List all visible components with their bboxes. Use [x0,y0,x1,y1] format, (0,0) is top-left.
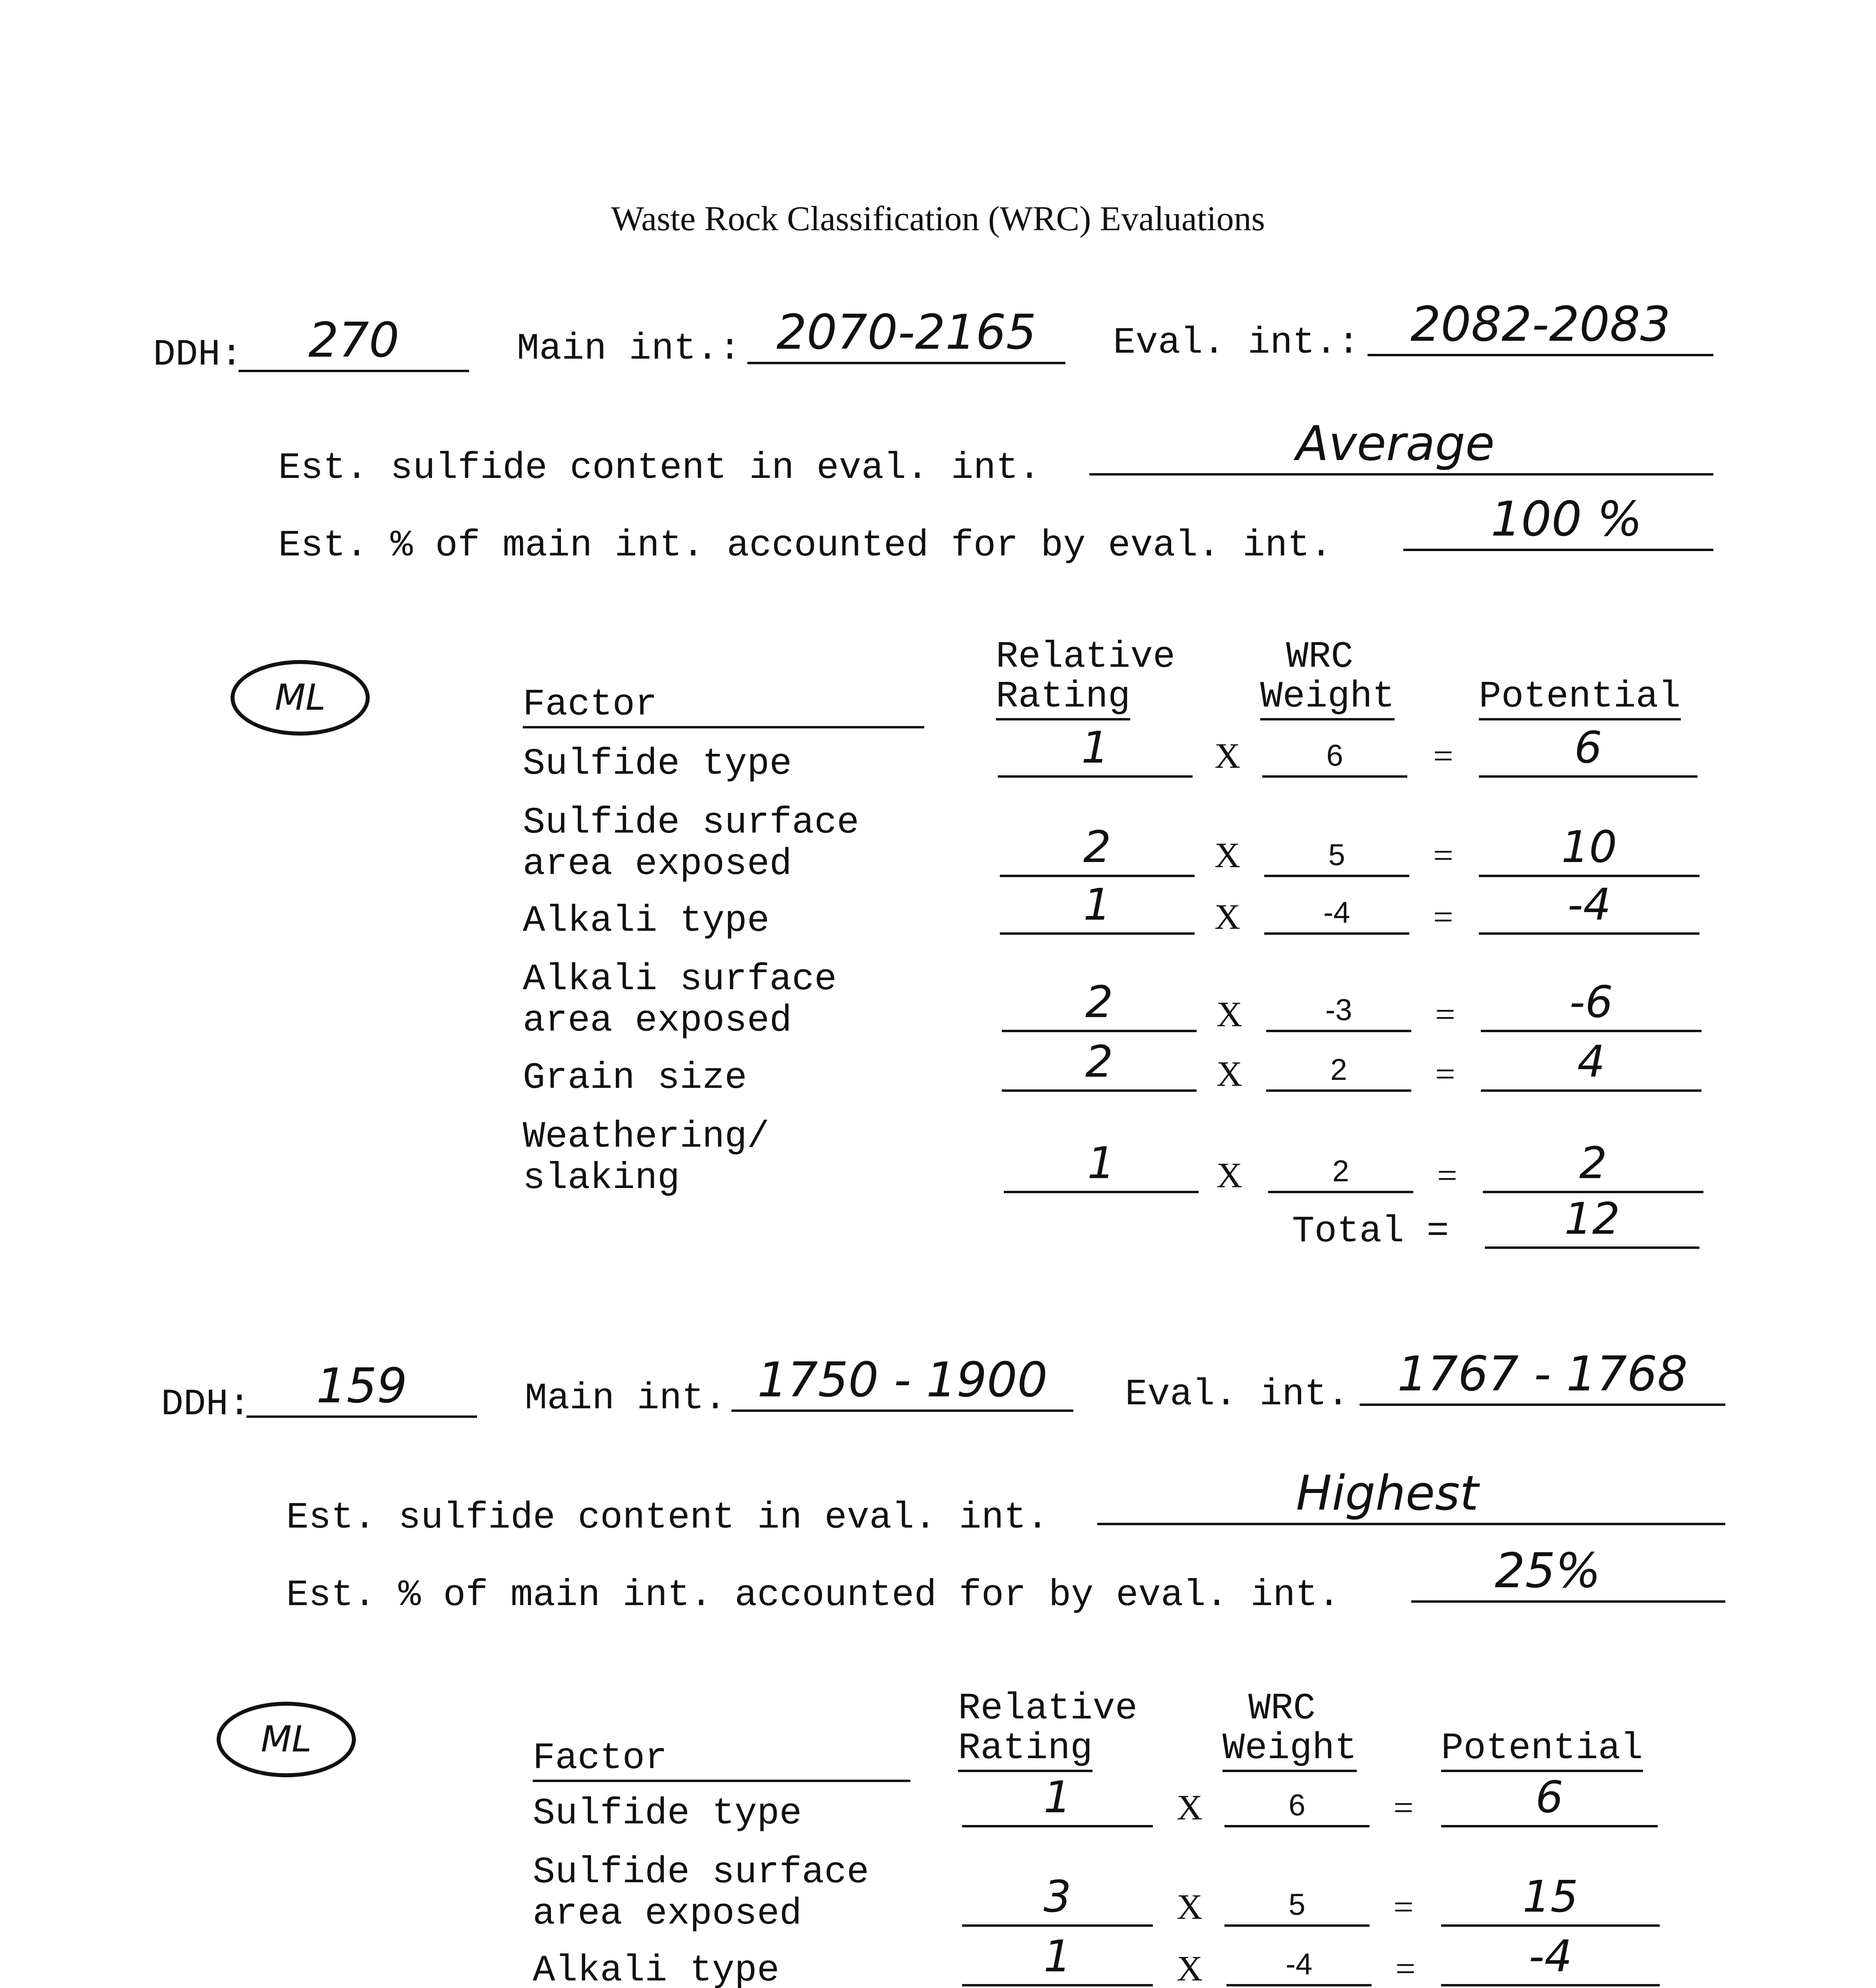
potential-cell: -6 [1481,978,1701,1032]
main-int-field [747,305,1065,364]
rating-cell: 1 [962,1932,1153,1986]
times-sign: X [1214,836,1240,875]
times-sign: X [1216,1054,1242,1094]
factor-sulfide-type: Sulfide type [533,1793,802,1835]
header-rating: Rating [958,1728,1092,1772]
eval-int-label: Eval. int.: [1113,322,1360,364]
potential-cell: 4 [1481,1038,1701,1092]
equals-sign: = [1437,1156,1457,1195]
times-sign: X [1177,1949,1203,1988]
header-weight: Weight [1260,676,1395,720]
times-sign: X [1216,995,1242,1034]
page-title: Waste Rock Classification (WRC) Evaluations [611,200,1265,238]
main-int-label: Main int.: [517,328,741,370]
ddh-value: 159 [316,1359,407,1414]
rating-cell: 2 [1000,823,1195,877]
times-sign: X [1216,1156,1242,1195]
times-sign: X [1214,736,1240,776]
weight-cell: -4 [1226,1932,1372,1986]
potential-cell: 10 [1479,823,1699,877]
ddh-label: DDH: [153,334,243,376]
potential-cell: 15 [1441,1873,1660,1927]
weight-cell: 6 [1224,1773,1370,1827]
ml-circle-mark: ML [217,1702,356,1777]
weight-cell: 2 [1266,1038,1411,1092]
equals-sign: = [1433,836,1453,875]
sulfide-content-label: Est. sulfide content in eval. int. [286,1497,1049,1539]
rating-cell: 1 [962,1773,1153,1827]
factor-alkali-surface-area: Alkali surface area exposed [523,959,837,1042]
equals-sign: = [1393,1887,1414,1927]
rating-cell: 2 [1002,978,1197,1032]
rating-cell: 1 [1000,881,1195,935]
sulfide-content-value: Average [1296,416,1495,472]
pct-main-label: Est. % of main int. accounted for by eval. int. [278,525,1333,567]
equals-sign: = [1435,1054,1455,1094]
pct-main-value: 25% [1495,1543,1601,1599]
times-sign: X [1214,897,1240,937]
weight-cell: 6 [1262,724,1407,778]
main-int-value: 2070-2165 [776,305,1037,360]
ddh-field [246,1359,477,1418]
ddh-label: DDH: [161,1384,251,1426]
weight-cell: -3 [1266,978,1411,1032]
weight-cell: 2 [1268,1139,1413,1193]
eval-int-value: 1767 - 1768 [1397,1347,1688,1402]
sulfide-content-value: Highest [1296,1466,1479,1521]
pct-main-field [1411,1543,1725,1603]
weight-cell: 5 [1224,1873,1370,1927]
total-label: Total = [1292,1211,1449,1253]
factor-weathering-slaking: Weathering/ slaking [523,1116,770,1200]
rating-cell: 1 [1004,1139,1199,1193]
factor-sulfide-surface-area: Sulfide surface area exposed [523,802,859,885]
potential-cell: 6 [1479,724,1698,778]
header-rating: Rating [996,676,1130,720]
header-potential: Potential [1441,1728,1643,1772]
header-weight: Weight [1222,1728,1357,1772]
header-wrc: WRC [1248,1688,1316,1730]
potential-cell: -4 [1479,881,1699,935]
factor-sulfide-type: Sulfide type [523,743,792,785]
eval-int-label: Eval. int. [1125,1374,1350,1416]
header-potential: Potential [1479,676,1681,720]
equals-sign: = [1395,1949,1416,1988]
equals-sign: = [1433,897,1453,937]
ml-circle-mark: ML [231,660,370,736]
pct-main-field [1403,492,1713,551]
main-int-field [731,1353,1073,1412]
sulfide-content-field [1097,1466,1725,1525]
rating-cell: 3 [962,1873,1153,1927]
total-cell: 12 [1485,1195,1699,1249]
weight-cell: 5 [1264,823,1409,877]
equals-sign: = [1393,1788,1414,1827]
potential-cell: 2 [1483,1139,1703,1193]
ddh-field [239,313,469,372]
factor-sulfide-surface-area: Sulfide surface area exposed [533,1852,869,1935]
eval-int-field [1368,297,1713,356]
times-sign: X [1177,1887,1203,1927]
sulfide-content-label: Est. sulfide content in eval. int. [278,447,1041,489]
eval-int-field [1360,1347,1725,1406]
sulfide-content-field [1089,416,1713,476]
factor-alkali-type: Alkali type [533,1950,780,1988]
pct-main-value: 100 % [1491,492,1643,547]
main-int-label: Main int. [525,1378,727,1420]
times-sign: X [1177,1788,1203,1827]
main-int-value: 1750 - 1900 [757,1353,1048,1408]
pct-main-label: Est. % of main int. accounted for by eval. int. [286,1574,1341,1617]
header-relative: Relative [996,636,1176,678]
factor-alkali-type: Alkali type [523,900,770,942]
equals-sign: = [1433,736,1453,776]
header-factor: Factor [523,684,924,728]
rating-cell: 2 [1002,1038,1197,1092]
equals-sign: = [1435,995,1455,1034]
header-factor: Factor [533,1738,910,1782]
potential-cell: -4 [1441,1932,1660,1986]
ddh-value: 270 [308,313,400,368]
header-wrc: WRC [1286,636,1354,678]
factor-grain-size: Grain size [523,1057,747,1099]
eval-int-value: 2082-2083 [1410,297,1671,352]
weight-cell: -4 [1264,881,1409,935]
rating-cell: 1 [998,724,1193,778]
potential-cell: 6 [1441,1773,1658,1827]
header-relative: Relative [958,1688,1138,1730]
